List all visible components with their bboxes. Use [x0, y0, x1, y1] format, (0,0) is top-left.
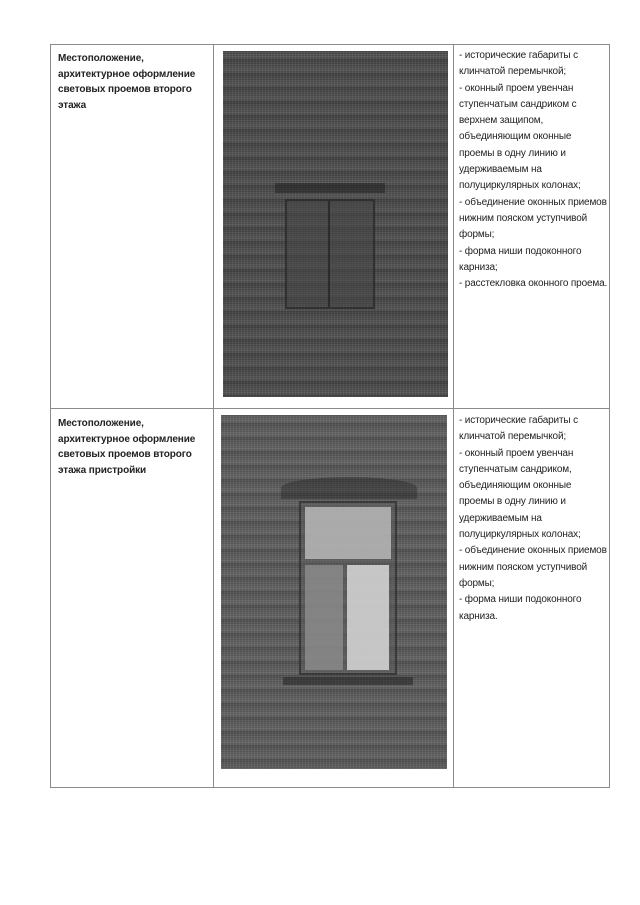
photo-detail	[347, 565, 389, 670]
list-item: - оконный проем увенчан ступенчатым сандриком, объединяющим оконные проемы в одну линию и удерживаемым на полуциркулярных колонах;	[459, 447, 581, 541]
list-item: - форма ниши подоконного карниза;	[459, 245, 582, 273]
label-cell	[51, 45, 214, 408]
label-cell	[51, 409, 214, 788]
photo-cell	[214, 409, 454, 788]
list-item: - оконный проем увенчан ступенчатым сандриком с верхнем защипом, объединяющим оконные проемы в одну линию и удерживаемым на полуциркулярных колонах;	[459, 82, 581, 192]
window-photo	[223, 51, 448, 397]
list-item: - исторические габариты с клинчатой перемычкой;	[459, 50, 578, 78]
photo-detail	[305, 507, 391, 559]
feature-label: Местоположение, архитектурное оформление световых проемов второго этажа	[58, 53, 196, 111]
list-item: - исторические габариты с клинчатой перемычкой;	[459, 415, 578, 443]
feature-label: Местоположение, архитектурное оформление световых проемов второго этажа пристройки	[58, 418, 196, 476]
list-item: - объединение оконных приемов нижним пояском уступчивой формы;	[459, 196, 607, 241]
photo-cell	[214, 45, 454, 408]
table-row	[51, 45, 609, 409]
photo-detail	[275, 183, 385, 193]
description-cell	[454, 409, 611, 788]
photo-detail	[305, 565, 343, 670]
window-photo	[221, 415, 447, 769]
table-row	[51, 409, 609, 788]
list-item: - форма ниши подоконного карниза.	[459, 594, 582, 622]
description-list	[459, 413, 609, 625]
photo-detail	[283, 677, 413, 685]
description-cell	[454, 45, 611, 408]
feature-table	[50, 44, 610, 788]
photo-detail	[285, 199, 375, 309]
photo-detail	[281, 477, 417, 499]
list-item: - расстекловка оконного проема.	[459, 278, 608, 290]
description-list	[459, 48, 609, 292]
photo-detail	[328, 201, 330, 307]
list-item: - объединение оконных приемов нижним пояском уступчивой формы;	[459, 545, 607, 589]
